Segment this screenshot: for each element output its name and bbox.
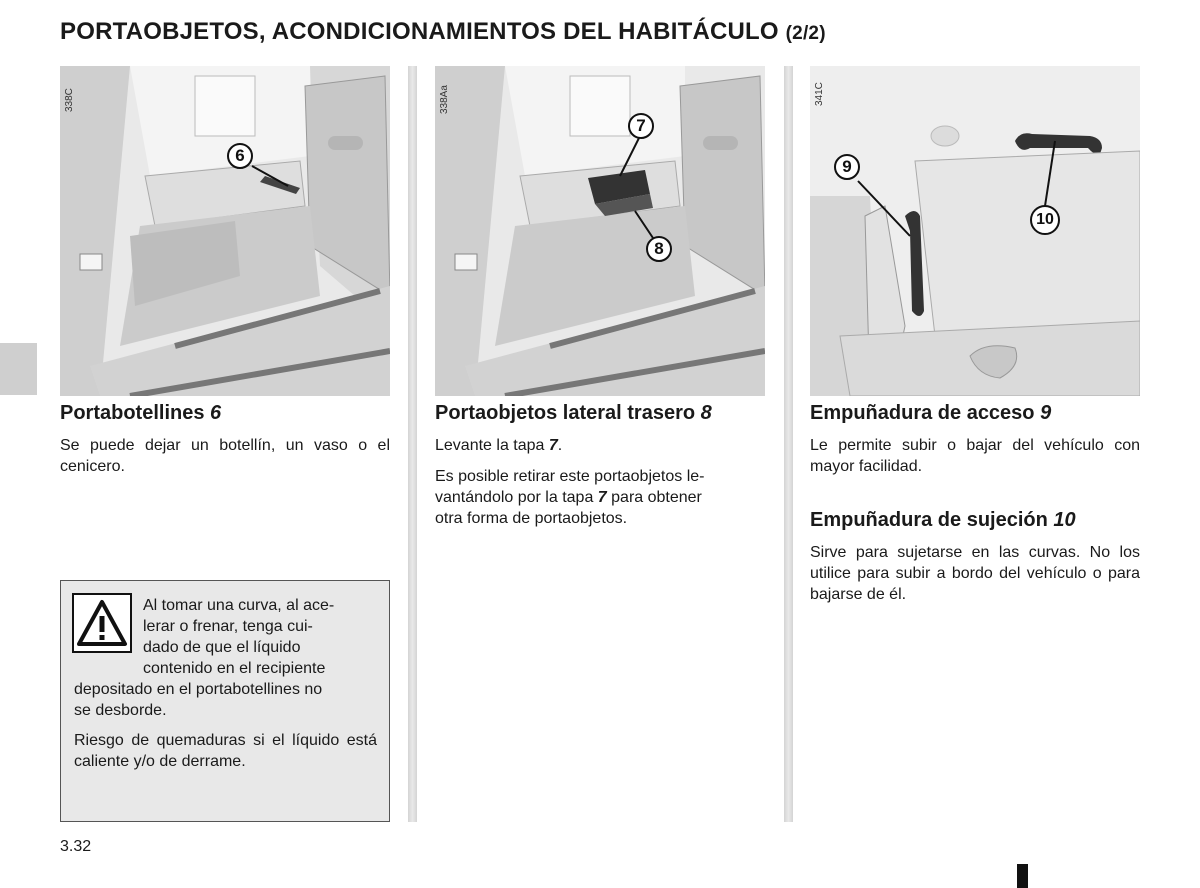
heading-bottle-holder xyxy=(60,402,221,425)
text-run: para obtener xyxy=(606,489,702,506)
page-part-indicator: (2/2) xyxy=(785,23,826,44)
page-number: 3.32 xyxy=(60,838,92,855)
warning-box xyxy=(60,580,390,822)
heading-text: Portaobjetos lateral trasero xyxy=(435,402,696,424)
heading-ref: 8 xyxy=(700,402,712,424)
grab-handle-paragraph: Sirve para sujetarse en las curvas. No los utilice para subir a bordo del vehículo o para bajarse de él. xyxy=(810,544,1140,603)
access-handle-paragraph: Le permite subir o bajar del vehículo con mayor facilidad. xyxy=(810,437,1140,475)
remove-storage-paragraph xyxy=(435,466,765,529)
figure-grab-handles xyxy=(810,66,1140,396)
column-separator xyxy=(408,66,417,822)
figure-code: 338Aa xyxy=(439,85,450,114)
callout-8: 8 xyxy=(646,236,672,262)
lift-lid-paragraph xyxy=(435,435,765,456)
trunk-side-illustration xyxy=(435,66,765,396)
heading-access-handle xyxy=(810,402,1051,425)
figure-code: 341C xyxy=(814,82,825,106)
heading-text: Empuñadura de sujeción xyxy=(810,509,1048,531)
warning-line: dado de que el líquido xyxy=(143,639,301,656)
column-separator xyxy=(784,66,793,822)
warning-line: contenido en el recipiente xyxy=(143,660,326,677)
lid-ref: 7 xyxy=(597,489,607,506)
trunk-illustration xyxy=(60,66,390,396)
figure-code: 338C xyxy=(64,88,75,112)
lid-ref: 7 xyxy=(548,437,558,454)
text-run: . xyxy=(557,437,563,454)
callout-9: 9 xyxy=(834,154,860,180)
chapter-tab xyxy=(0,343,37,395)
warning-line: lerar o frenar, tenga cui- xyxy=(143,618,313,635)
text-run: vantándolo por la tapa xyxy=(435,489,598,506)
heading-ref: 10 xyxy=(1053,509,1076,531)
warning-line: Al tomar una curva, al ace- xyxy=(143,597,335,614)
callout-7: 7 xyxy=(628,113,654,139)
text-line: Es posible retirar este portaobjetos le- xyxy=(435,468,705,485)
heading-ref: 9 xyxy=(1040,402,1052,424)
callout-10: 10 xyxy=(1030,205,1060,235)
figure-side-storage xyxy=(435,66,765,396)
heading-ref: 6 xyxy=(210,402,222,424)
text-run: Levante la tapa xyxy=(435,437,549,454)
page-title-text: PORTAOBJETOS, ACONDICIONAMIENTOS DEL HABITÁCULO xyxy=(60,18,779,45)
heading-text: Portabotellines xyxy=(60,402,205,424)
heading-text: Empuñadura de acceso xyxy=(810,402,1035,424)
print-mark xyxy=(1017,864,1028,888)
interior-illustration xyxy=(810,66,1140,396)
text-line: otra forma de portaobjetos. xyxy=(435,510,628,527)
callout-6: 6 xyxy=(227,143,253,169)
heading-grab-handle xyxy=(810,509,1076,532)
heading-side-storage xyxy=(435,402,712,425)
warning-line: se desborde. xyxy=(74,702,167,719)
warning-line: depositado en el portabotellines no xyxy=(74,681,323,698)
figure-bottle-holder xyxy=(60,66,390,396)
bottle-holder-paragraph: Se puede dejar un botellín, un vaso o el cenicero. xyxy=(60,437,390,475)
warning-triangle-icon xyxy=(72,593,132,653)
warning-paragraph-burn-risk: Riesgo de quemaduras si el líquido está caliente y/o de derrame. xyxy=(74,732,377,770)
page-title xyxy=(60,18,826,46)
